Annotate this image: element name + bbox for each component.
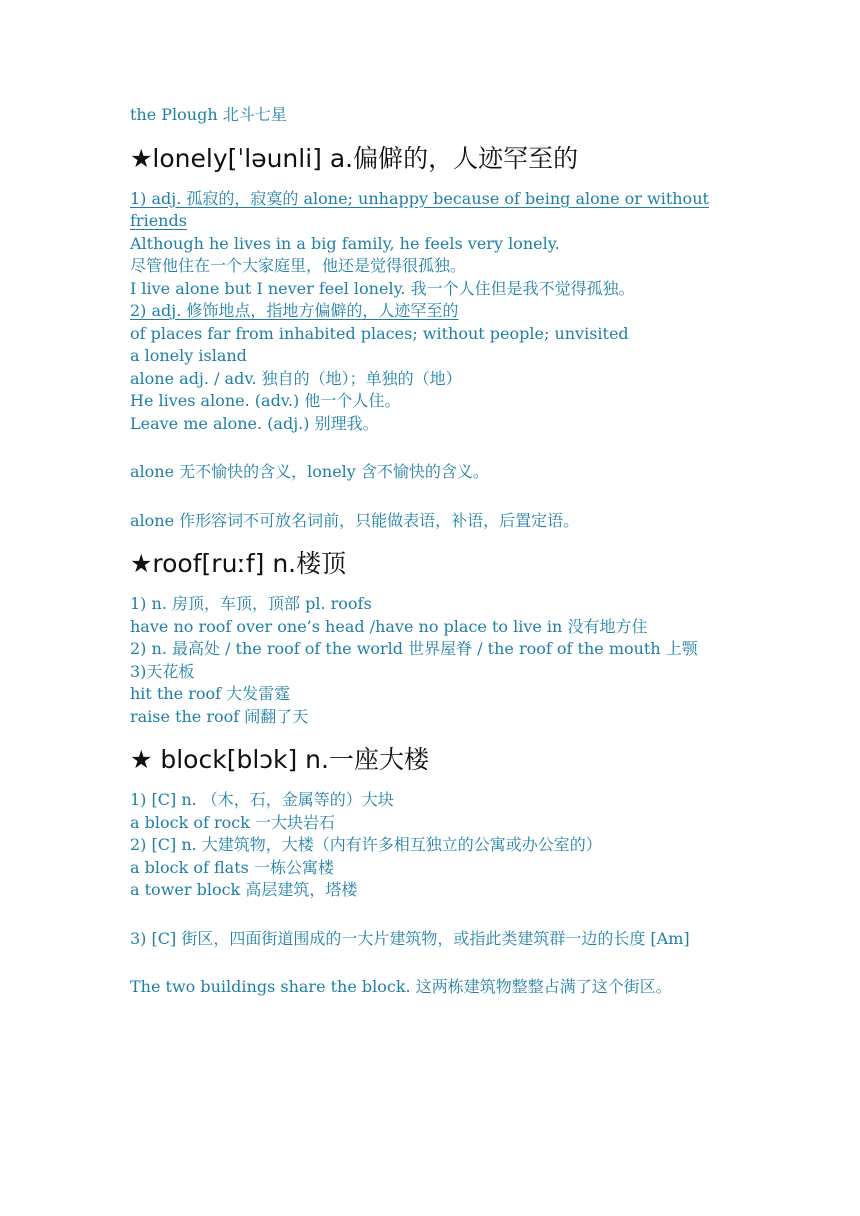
entry-heading-block: ★ block[blɔk] n.一座大楼 xyxy=(130,745,429,774)
sense-2-definition: 2) [C] n. 大建筑物，大楼（内有许多相互独立的公寓或办公室的） xyxy=(130,835,602,854)
sense-2-definition: 2) n. 最高处 / the roof of the world 世界屋脊 / the roof of the mouth 上颚 xyxy=(130,639,698,658)
example-phrase: a lonely island xyxy=(130,346,247,365)
related-word: alone adj. / adv. 独自的（地）；单独的（地） xyxy=(130,368,462,388)
document-page xyxy=(130,104,730,999)
sense-1-definition: 1) n. 房顶，车顶，顶部 pl. roofs xyxy=(130,594,372,613)
example-phrase: a tower block 高层建筑，塔楼 xyxy=(130,880,358,899)
sense-2-definition: 2) adj. 修饰地点，指地方偏僻的，人迹罕至的 xyxy=(130,301,459,320)
example-sentence: Leave me alone. (adj.) 别理我。 xyxy=(130,413,379,433)
idiom: hit the roof 大发雷霆 xyxy=(130,684,291,703)
example-translation: 尽管他住在一个大家庭里，他还是觉得很孤独。 xyxy=(130,256,467,275)
example-phrase: a block of flats 一栋公寓楼 xyxy=(130,857,334,877)
usage-note: alone 作形容词不可放名词前，只能做表语，补语，后置定语。 xyxy=(130,510,580,530)
example-sentence: Although he lives in a big family, he feels very lonely. xyxy=(130,233,560,253)
example-sentence: The two buildings share the block. 这两栋建筑物整整占满了这个街区。 xyxy=(130,977,672,996)
sense-3-definition: 3) [C] 街区，四面街道围成的一大片建筑物，或指此类建筑群一边的长度 [Am] xyxy=(130,928,690,948)
entry-heading-lonely: ★lonely[ˈləunli] a.偏僻的，人迹罕至的 xyxy=(130,143,579,173)
example-phrase: a block of rock 一大块岩石 xyxy=(130,812,336,832)
sense-1-definition: 1) [C] n. （木，石，金属等的）大块 xyxy=(130,790,394,809)
sense-1-definition: 1) adj. 孤寂的，寂寞的 alone; unhappy because of being alone or without friends xyxy=(130,188,709,230)
example-sentence: I live alone but I never feel lonely. 我一个人住但是我不觉得孤独。 xyxy=(130,278,635,298)
entry-heading-roof: ★roof[ruːf] n.楼顶 xyxy=(130,549,347,578)
intro-line: the Plough 北斗七星 xyxy=(130,105,287,124)
definition-english: of places far from inhabited places; without people; unvisited xyxy=(130,323,629,343)
idiom: raise the roof 闹翻了天 xyxy=(130,706,309,726)
idiom: have no roof over one’s head /have no place to live in 没有地方住 xyxy=(130,616,648,636)
sense-3-definition: 3)天花板 xyxy=(130,661,195,681)
usage-note: alone 无不愉快的含义，lonely 含不愉快的含义。 xyxy=(130,462,489,481)
example-sentence: He lives alone. (adv.) 他一个人住。 xyxy=(130,391,401,410)
